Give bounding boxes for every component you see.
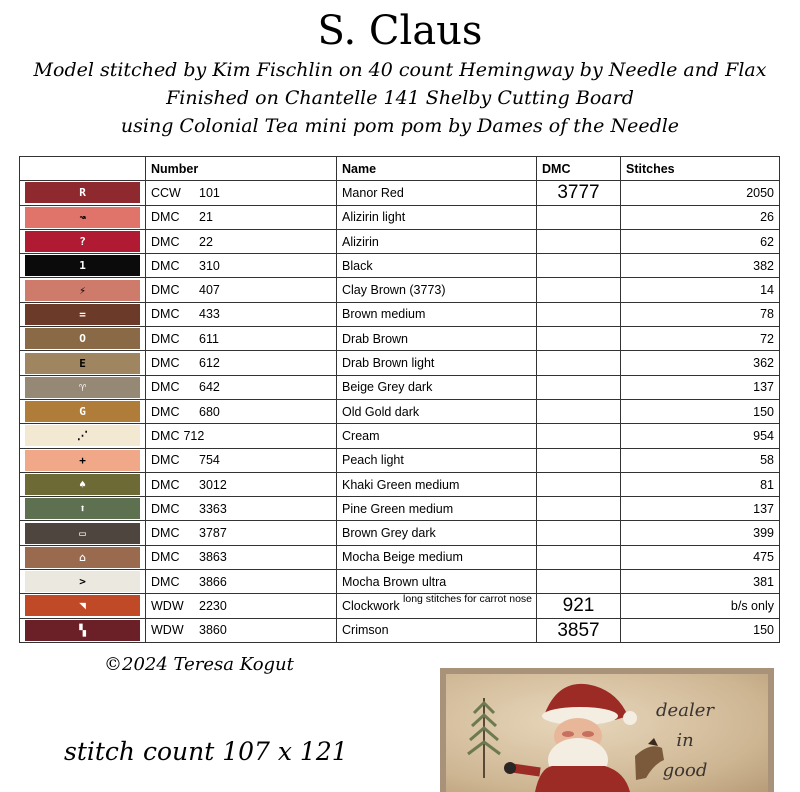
thread-brand: DMC bbox=[151, 526, 180, 541]
color-swatch-cell bbox=[20, 302, 146, 326]
thread-code: 612 bbox=[199, 356, 220, 371]
dmc-alternative: 921 bbox=[537, 594, 621, 618]
thread-brand: CCW bbox=[151, 185, 181, 200]
stitch-count-cell: 137 bbox=[621, 497, 780, 521]
color-swatch-cell bbox=[20, 545, 146, 569]
thread-number bbox=[146, 497, 337, 521]
color-swatch-cell bbox=[20, 181, 146, 205]
thread-number bbox=[146, 205, 337, 229]
thread-name-text: Brown Grey dark bbox=[342, 526, 436, 541]
dmc-alternative bbox=[537, 327, 621, 351]
color-swatch-cell bbox=[20, 327, 146, 351]
thread-code: 611 bbox=[199, 331, 219, 346]
thread-number bbox=[146, 278, 337, 302]
stitch-count-cell: 475 bbox=[621, 545, 780, 569]
stitch-count-cell: b/s only bbox=[621, 594, 780, 618]
subtitle-line-1: Model stitched by Kim Fischlin on 40 count Hemingway by Needle and Flax bbox=[33, 59, 767, 81]
thread-name-text: Manor Red bbox=[342, 185, 404, 200]
thread-code: 3012 bbox=[199, 477, 227, 492]
color-swatch: ⬆ bbox=[25, 498, 140, 519]
table-row bbox=[20, 327, 780, 351]
table-row bbox=[20, 570, 780, 594]
color-swatch-cell bbox=[20, 375, 146, 399]
table-row bbox=[20, 594, 780, 618]
thread-note: long stitches for carrot nose bbox=[403, 593, 532, 606]
thread-name bbox=[337, 229, 537, 253]
table-header-row bbox=[20, 157, 780, 181]
thread-code: 712 bbox=[183, 428, 205, 443]
stitch-count-cell: 362 bbox=[621, 351, 780, 375]
thread-code: 3363 bbox=[199, 501, 227, 516]
color-swatch: O bbox=[25, 328, 140, 349]
thread-number bbox=[146, 472, 337, 496]
stitch-count-cell: 81 bbox=[621, 472, 780, 496]
thread-brand: DMC bbox=[151, 234, 180, 249]
table-row bbox=[20, 278, 780, 302]
thread-name bbox=[337, 570, 537, 594]
thread-code: 407 bbox=[199, 283, 220, 298]
color-swatch: ◥ bbox=[25, 595, 140, 616]
thread-name bbox=[337, 424, 537, 448]
dmc-alternative bbox=[537, 351, 621, 375]
thread-brand: DMC bbox=[151, 404, 180, 419]
thread-code: 433 bbox=[199, 307, 220, 322]
stitch-count-cell: 78 bbox=[621, 302, 780, 326]
color-swatch: ⋰ bbox=[25, 425, 140, 446]
thread-name bbox=[337, 278, 537, 302]
thread-number bbox=[146, 521, 337, 545]
table-row bbox=[20, 399, 780, 423]
thread-name-text: Old Gold dark bbox=[342, 404, 420, 419]
thread-number bbox=[146, 618, 337, 642]
thread-code: 310 bbox=[199, 258, 220, 273]
color-swatch: ▚ bbox=[25, 620, 140, 641]
thread-name-text: Black bbox=[342, 258, 373, 273]
thread-code: 101 bbox=[199, 185, 220, 200]
thread-name bbox=[337, 545, 537, 569]
color-swatch: = bbox=[25, 304, 140, 325]
thread-name bbox=[337, 594, 537, 618]
thread-name bbox=[337, 254, 537, 278]
thread-name bbox=[337, 618, 537, 642]
thread-number bbox=[146, 545, 337, 569]
color-swatch: R bbox=[25, 182, 140, 203]
thread-name bbox=[337, 205, 537, 229]
color-swatch: 1 bbox=[25, 255, 140, 276]
dmc-alternative: 3857 bbox=[537, 618, 621, 642]
thread-name-text: Mocha Beige medium bbox=[342, 550, 463, 565]
thread-code: 3866 bbox=[199, 574, 227, 589]
thread-name-text: Clay Brown (3773) bbox=[342, 283, 446, 298]
dmc-alternative bbox=[537, 472, 621, 496]
thread-code: 3860 bbox=[199, 623, 227, 638]
thread-name-text: Cream bbox=[342, 428, 380, 443]
name-header: Name bbox=[337, 157, 537, 181]
thread-code: 21 bbox=[199, 210, 213, 225]
dmc-alternative bbox=[537, 424, 621, 448]
thread-code: 680 bbox=[199, 404, 220, 419]
thread-name-text: Peach light bbox=[342, 453, 404, 468]
thread-brand: WDW bbox=[151, 623, 184, 638]
color-swatch: ♠ bbox=[25, 474, 140, 495]
stitch-count-cell: 2050 bbox=[621, 181, 780, 205]
thread-brand: DMC bbox=[151, 258, 180, 273]
thread-brand: DMC bbox=[151, 210, 180, 225]
sign-line-2: in bbox=[676, 730, 694, 751]
stitch-count-cell: 954 bbox=[621, 424, 780, 448]
subtitle-line-2: Finished on Chantelle 141 Shelby Cutting Board bbox=[166, 87, 634, 109]
thread-name-text: Crimson bbox=[342, 623, 389, 638]
stitch-count: stitch count 107 x 121 bbox=[64, 737, 348, 766]
dmc-alternative: 3777 bbox=[537, 181, 621, 205]
color-swatch-cell bbox=[20, 497, 146, 521]
table-row bbox=[20, 424, 780, 448]
stitch-count-cell: 150 bbox=[621, 399, 780, 423]
thread-name bbox=[337, 351, 537, 375]
finished-piece-photo bbox=[440, 668, 774, 792]
thread-name bbox=[337, 521, 537, 545]
color-swatch-cell bbox=[20, 521, 146, 545]
thread-name bbox=[337, 327, 537, 351]
thread-name bbox=[337, 302, 537, 326]
thread-number bbox=[146, 570, 337, 594]
subtitle-line-3: using Colonial Tea mini pom pom by Dames of the Needle bbox=[120, 115, 680, 137]
color-swatch: + bbox=[25, 450, 140, 471]
stitch-count-cell: 382 bbox=[621, 254, 780, 278]
thread-number bbox=[146, 424, 337, 448]
stitch-count-cell: 62 bbox=[621, 229, 780, 253]
swatch-header bbox=[20, 157, 146, 181]
table-row bbox=[20, 254, 780, 278]
dmc-alternative bbox=[537, 302, 621, 326]
thread-brand: DMC bbox=[151, 283, 180, 298]
color-swatch-cell bbox=[20, 254, 146, 278]
thread-code: 3863 bbox=[199, 550, 227, 565]
color-swatch-cell bbox=[20, 570, 146, 594]
dmc-alternative bbox=[537, 399, 621, 423]
thread-brand: DMC bbox=[151, 307, 180, 322]
table-row bbox=[20, 618, 780, 642]
table-row bbox=[20, 181, 780, 205]
number-header: Number bbox=[146, 157, 337, 181]
color-swatch-cell bbox=[20, 278, 146, 302]
thread-name bbox=[337, 472, 537, 496]
copyright: ©2024 Teresa Kogut bbox=[104, 654, 294, 675]
color-swatch: ⌂ bbox=[25, 547, 140, 568]
thread-brand: DMC bbox=[151, 331, 180, 346]
color-swatch-cell bbox=[20, 205, 146, 229]
color-swatch: E bbox=[25, 353, 140, 374]
thread-name-text: Drab Brown bbox=[342, 331, 408, 346]
dmc-alternative bbox=[537, 254, 621, 278]
sign-line-1: dealer bbox=[656, 700, 714, 721]
table-row bbox=[20, 472, 780, 496]
color-swatch: > bbox=[25, 571, 140, 592]
thread-name bbox=[337, 448, 537, 472]
thread-name-text: Drab Brown light bbox=[342, 356, 435, 371]
dmc-alternative bbox=[537, 375, 621, 399]
thread-brand: DMC bbox=[151, 453, 180, 468]
thread-name bbox=[337, 181, 537, 205]
stitch-count-cell: 137 bbox=[621, 375, 780, 399]
thread-brand: DMC bbox=[151, 550, 180, 565]
color-swatch-cell bbox=[20, 351, 146, 375]
color-swatch: ♈ bbox=[25, 377, 140, 398]
thread-number bbox=[146, 229, 337, 253]
thread-code: 2230 bbox=[199, 598, 227, 613]
thread-brand: DMC bbox=[151, 501, 180, 516]
color-swatch-cell bbox=[20, 229, 146, 253]
dmc-alternative bbox=[537, 521, 621, 545]
table-row bbox=[20, 229, 780, 253]
page-title: S. Claus bbox=[317, 8, 483, 54]
table-row bbox=[20, 545, 780, 569]
thread-brand: DMC bbox=[151, 380, 180, 395]
thread-number bbox=[146, 302, 337, 326]
table-row bbox=[20, 448, 780, 472]
dmc-alternative bbox=[537, 278, 621, 302]
color-swatch: ▭ bbox=[25, 523, 140, 544]
thread-name-text: Alizirin bbox=[342, 234, 379, 249]
thread-number bbox=[146, 181, 337, 205]
stitches-header: Stitches bbox=[621, 157, 780, 181]
color-swatch: ? bbox=[25, 231, 140, 252]
stitch-count-cell: 72 bbox=[621, 327, 780, 351]
table-row bbox=[20, 521, 780, 545]
table-row bbox=[20, 205, 780, 229]
thread-code: 3787 bbox=[199, 526, 227, 541]
color-swatch-cell bbox=[20, 472, 146, 496]
thread-name bbox=[337, 399, 537, 423]
thread-name-text: Brown medium bbox=[342, 307, 426, 322]
color-swatch-cell bbox=[20, 594, 146, 618]
color-swatch-cell bbox=[20, 424, 146, 448]
stitch-count-cell: 26 bbox=[621, 205, 780, 229]
thread-name-text: Alizirin light bbox=[342, 210, 406, 225]
stitch-count-cell: 381 bbox=[621, 570, 780, 594]
thread-name-text: Clockwork bbox=[342, 598, 400, 613]
stitch-count-cell: 150 bbox=[621, 618, 780, 642]
color-swatch-cell bbox=[20, 618, 146, 642]
stitch-count-cell: 58 bbox=[621, 448, 780, 472]
dmc-alternative bbox=[537, 229, 621, 253]
color-swatch: ↝ bbox=[25, 207, 140, 228]
thread-number bbox=[146, 448, 337, 472]
thread-brand: WDW bbox=[151, 598, 184, 613]
thread-number bbox=[146, 375, 337, 399]
stitch-count-cell: 14 bbox=[621, 278, 780, 302]
thread-brand: DMC bbox=[151, 477, 180, 492]
sign-line-3: good bbox=[662, 760, 708, 781]
thread-brand: DMC bbox=[151, 574, 180, 589]
dmc-alternative bbox=[537, 497, 621, 521]
thread-code: 754 bbox=[199, 453, 220, 468]
color-swatch-cell bbox=[20, 448, 146, 472]
dmc-alternative bbox=[537, 205, 621, 229]
thread-number bbox=[146, 351, 337, 375]
thread-number bbox=[146, 327, 337, 351]
thread-name bbox=[337, 497, 537, 521]
thread-code: 642 bbox=[199, 380, 220, 395]
dmc-header: DMC bbox=[537, 157, 621, 181]
thread-name-text: Beige Grey dark bbox=[342, 380, 433, 395]
thread-name bbox=[337, 375, 537, 399]
dmc-alternative bbox=[537, 570, 621, 594]
table-row bbox=[20, 351, 780, 375]
color-swatch: ⚡ bbox=[25, 280, 140, 301]
dmc-alternative bbox=[537, 545, 621, 569]
color-swatch: G bbox=[25, 401, 140, 422]
thread-brand: DMC bbox=[151, 356, 180, 371]
sign-text bbox=[645, 696, 725, 786]
thread-brand: DMC bbox=[151, 428, 180, 443]
dmc-alternative bbox=[537, 448, 621, 472]
thread-name-text: Mocha Brown ultra bbox=[342, 574, 447, 589]
thread-number bbox=[146, 254, 337, 278]
thread-name-text: Khaki Green medium bbox=[342, 477, 460, 492]
table-row bbox=[20, 302, 780, 326]
thread-code: 22 bbox=[199, 234, 213, 249]
thread-number bbox=[146, 399, 337, 423]
table-row bbox=[20, 375, 780, 399]
thread-key-table bbox=[19, 156, 780, 643]
color-swatch-cell bbox=[20, 399, 146, 423]
thread-name-text: Pine Green medium bbox=[342, 501, 454, 516]
thread-number bbox=[146, 594, 337, 618]
stitch-count-cell: 399 bbox=[621, 521, 780, 545]
table-row bbox=[20, 497, 780, 521]
